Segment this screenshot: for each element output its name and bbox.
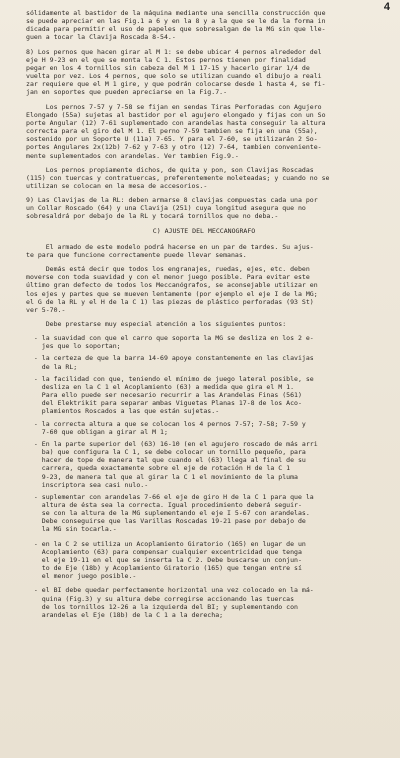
paragraph: - la facilidad con que, teniendo el mínimo de juego lateral posible, se desliza en la C 1 el Acoplamiento (63) a medida que gira el M 1. Para ello puede ser necesario recurrir a las Arandelas Finas (561) del Elektrikit para separar ambas Viguetas Planas 17-8 de los Aco- plamientos Roscados a las que están sujetas.- [33, 374, 314, 416]
paragraph: El armado de este modelo podrá hacerse en un par de tardes. Su ajus- te para que funcione correctamente puede llevar semanas. [26, 242, 314, 259]
paragraph: sólidamente al bastidor de la máquina mediante una sencilla construcción que se puede apreciar en las Fig.1 a 6 y en la 8 y a la que se le da la forma in dicada para permitir el uso de papeles que sobresalgan de la MG sin que lle- guen a tocar la Clavija Roscada 8-54.- [26, 9, 326, 42]
paragraph: 8) Los pernos que hacen girar al M 1: se debe ubicar 4 pernos alrededor del eje H 9-23 en el que se monta la C 1. Estos pernos tienen por finalidad pegar en los 4 tornillos sin cabeza del M 1 17-15 y hacerlo girar 1/4 de vuelta por vez. Los 4 pernos, que solo se utilizan cuando el dibujo a reali zar requiere que el M 1 gire, y que podrán colocarse desde 1 hasta 4, se fi- jan en soportes que pueden apreciarse en la Fig.7.- [26, 47, 326, 97]
paragraph: Los pernos propiamente dichos, de quita y pon, son Clavijas Roscadas (115) con tuercas y contratuercas, preferentemente moleteadas; y cuando no se utilizan se colocan en la mesa de accesorios.- [26, 165, 330, 190]
paragraph: Debe prestarse muy especial atención a los siguientes puntos: [26, 320, 287, 328]
paragraph: - el BI debe quedar perfectamente horizontal una vez colocado en la má- quina (Fig.3) y su altura debe corregirse accionando las tuercas de los tornillos 12-26 a la izquierda del BI; y suplementando con arandelas el Eje (18b) de la C 1 a la derecha; [33, 586, 314, 619]
paragraph: - en la C 2 se utiliza un Acoplamiento Giratorio (165) en lugar de un Acoplamiento (63) para compensar cualquier excentricidad que tenga el eje 19-11 en el que se inserta la C 2. Debe buscarse un conjun- to de Eje (18b) y Acoplamiento Giratorio (165) que tengan entre sí el menor juego posible.- [33, 539, 306, 581]
paragraph: - suplementar con arandelas 7-66 el eje de giro H de la C 1 para que la altura de ésta sea la correcta. Igual procedimiento deberá seguir- se con la altura de la MG suplementando el eje I 5-67 con arandelas. Debe conseguirse que las Varillas Roscadas 19-21 pase por debajo de la MG sin tocarla.- [33, 492, 314, 534]
paragraph: 9) Las Clavijas de la RL: deben armarse 8 clavijas compuestas cada una por un Collar Roscado (64) y una Clavija (251) cuya longitud asegura que no sobresaldrá por debajo de la RL y tocará tornillos que no deba.- [26, 196, 318, 221]
paragraph: Demás está decir que todos los engranajes, ruedas, ejes, etc. deben moverse con toda suavidad y con el menor juego posible. Para evitar este último gran defecto de todos los Meccanógrafos, se aconsejable utilizar en los ejes y partes que se mueven lentamente (por ejemplo el eje I de la MG; el G de la RL y el H de la C 1) las piezas de plástico perforadas (93 St) ver 5-70.- [26, 265, 318, 314]
document-body [18, 9, 390, 619]
paragraph: - la correcta altura a que se colocan los 4 pernos 7-57; 7-58; 7-59 y 7-60 que obligan a girar al M 1; [33, 419, 306, 436]
paragraph: - la suavidad con que el carro que soporta la MG se desliza en los 2 e- jes que lo soportan; [33, 334, 314, 351]
paragraph: - la certeza de que la barra 14-69 apoye constantemente en las clavijas de la RL; [33, 354, 314, 371]
page-number: 4 [383, 1, 390, 13]
paragraph: Los pernos 7-57 y 7-58 se fijan en sendas Tiras Perforadas con Agujero Elongado (55a) sujetas al bastidor por el agujero elongado y fijas con un So porte Angular (12) 7-61 suplementado con arandelas hasta conseguir la altura correcta para el giro del M 1. El perno 7-59 tambien se fija en una (55a), sostenido por un Soporte U (11a) 7-65. Y para el 7-60, se utilizarán 2 So- portes Angulares 2x(12b) 7-62 y 7-63 y otro (12) 7-64, tambien conveniente- mente suplementados con arandelas. Ver tambien Fig.9.- [26, 102, 326, 160]
section-heading: C) AJUSTE DEL MECCANOGRAFO [152, 226, 256, 235]
paragraph: - En la parte superior del (63) 16-10 (en el agujero roscado de más arri ba) que configura la C 1, se debe colocar un tornillo pequeño, para hacer de tope de manera tal que cuando el (63) llega al final de su carrera, queda exactamente sobre el eje de rotación H de la C 1 9-23, de manera tal que al girar la C 1 el movimiento de la pluma inscriptora sea casi nulo.- [33, 439, 318, 489]
